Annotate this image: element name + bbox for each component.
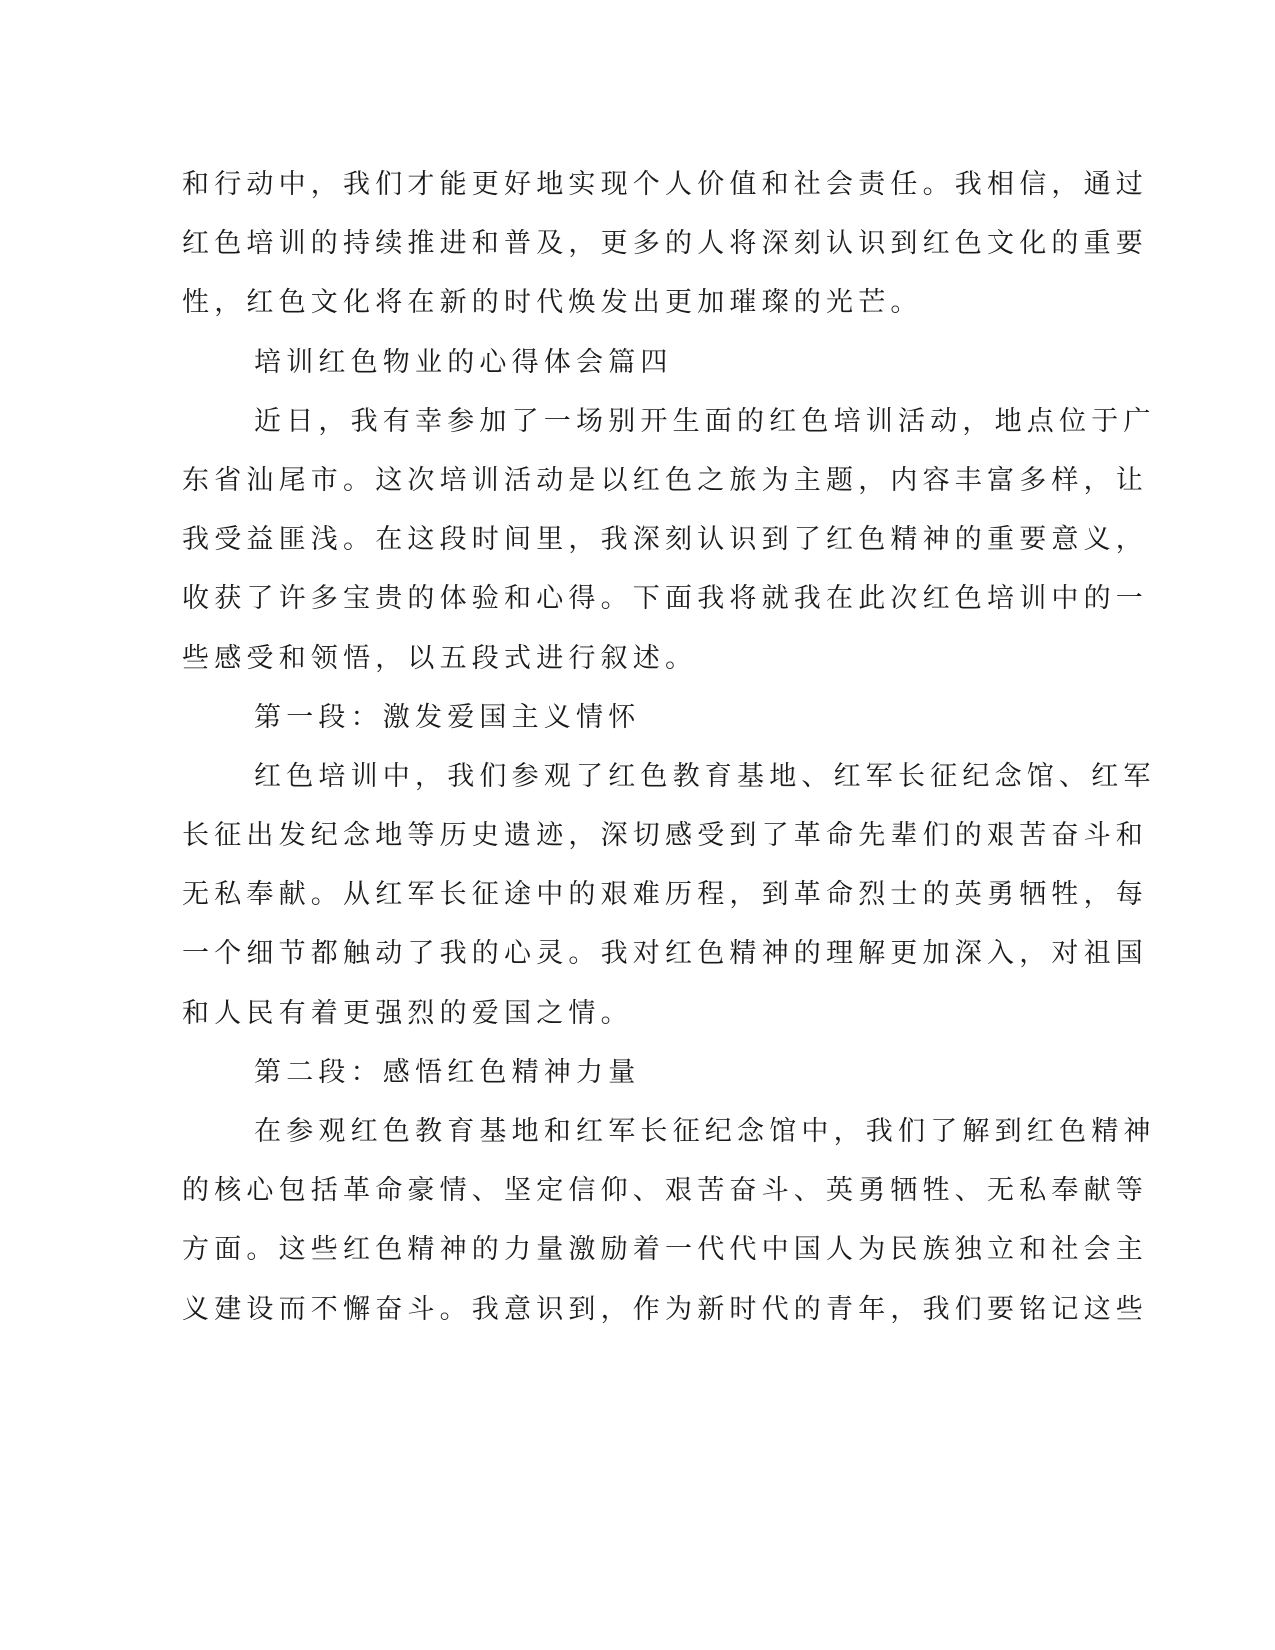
text-line: 东省汕尾市。这次培训活动是以红色之旅为主题，内容丰富多样，让 (182, 464, 1148, 496)
text-line: 一个细节都触动了我的心灵。我对红色精神的理解更加深入，对祖国 (182, 938, 1148, 970)
text-line: 无私奉献。从红军长征途中的艰难历程，到革命烈士的英勇牺牲，每 (182, 879, 1148, 911)
paragraph-heading: 第二段：感悟红色精神力量 (254, 1056, 641, 1088)
text-line: 方面。这些红色精神的力量激励着一代代中国人为民族独立和社会主 (182, 1234, 1148, 1266)
text-line: 义建设而不懈奋斗。我意识到，作为新时代的青年，我们要铭记这些 (182, 1293, 1148, 1325)
text-line: 性，红色文化将在新的时代焕发出更加璀璨的光芒。 (182, 287, 923, 319)
text-line: 收获了许多宝贵的体验和心得。下面我将就我在此次红色培训中的一 (182, 583, 1148, 615)
document-page (182, 155, 1156, 1339)
text-line: 的核心包括革命豪情、坚定信仰、艰苦奋斗、英勇牺牲、无私奉献等 (182, 1175, 1148, 1207)
text-line: 我受益匪浅。在这段时间里，我深刻认识到了红色精神的重要意义， (182, 524, 1148, 556)
text-line: 和人民有着更强烈的爱国之情。 (182, 997, 633, 1029)
text-line: 和行动中，我们才能更好地实现个人价值和社会责任。我相信，通过 (182, 169, 1148, 200)
text-line: 近日，我有幸参加了一场别开生面的红色培训活动，地点位于广 (254, 405, 1156, 437)
section-title: 培训红色物业的心得体会篇四 (254, 346, 673, 378)
text-line: 红色培训的持续推进和普及，更多的人将深刻认识到红色文化的重要 (182, 228, 1148, 260)
text-line: 长征出发纪念地等历史遗迹，深切感受到了革命先辈们的艰苦奋斗和 (182, 820, 1148, 852)
text-line: 在参观红色教育基地和红军长征纪念馆中，我们了解到红色精神 (254, 1116, 1156, 1147)
text-line: 些感受和领悟，以五段式进行叙述。 (182, 642, 698, 674)
text-line: 红色培训中，我们参观了红色教育基地、红军长征纪念馆、红军 (254, 760, 1156, 792)
paragraph-heading: 第一段：激发爱国主义情怀 (254, 701, 641, 733)
